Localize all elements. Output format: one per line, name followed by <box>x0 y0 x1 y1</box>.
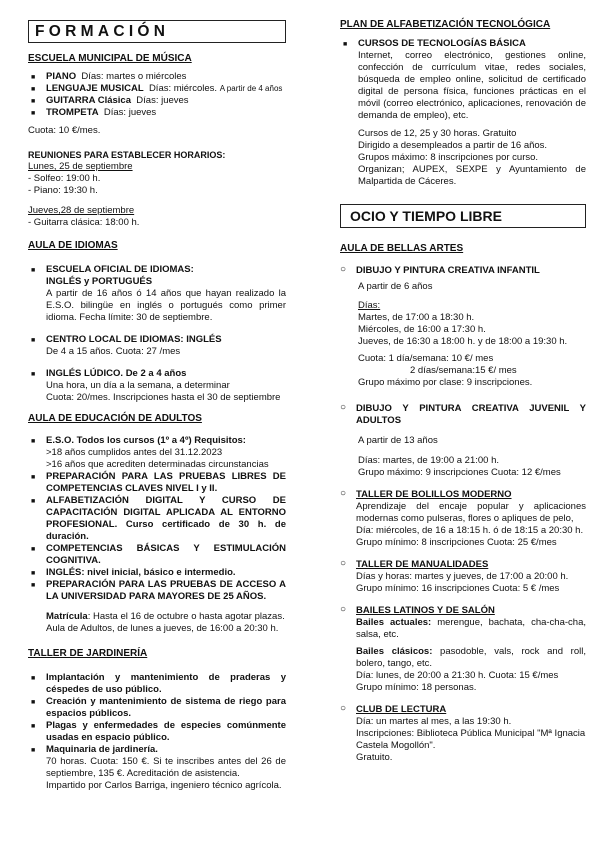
eso-item <box>28 435 286 471</box>
jueves-date: Jueves,28 de septiembre <box>28 205 135 216</box>
lectura-line: Gratuito. <box>356 752 393 763</box>
lectura <box>340 704 586 764</box>
left-column <box>28 0 286 792</box>
list-item: ■ GUITARRA Clásica Días: jueves <box>28 95 286 107</box>
bailes-actuales: Bailes actuales: merengue, bachata, cha-cha-cha, salsa, etc. <box>356 617 586 640</box>
dibujo-infantil-cuota1: Cuota: 1 día/semana: 10 €/ mes <box>358 353 494 364</box>
bailes-clasicos: Bailes clásicos: pasodoble, vals, rock and roll, bolero, tango, etc. <box>356 646 586 669</box>
eoi-item <box>28 264 286 324</box>
matricula-line2: Aula de Adultos, de lunes a jueves, de 16:00 a 20:30 h. <box>46 623 279 634</box>
right-column <box>340 0 586 764</box>
formacion-title: FORMACIÓN <box>28 20 286 43</box>
bolillos-title: ○ TALLER DE BOLILLOS MODERNO <box>356 489 512 500</box>
lectura-line: Día: un martes al mes, a las 19:30 h. <box>356 716 512 727</box>
bolillos <box>340 489 586 549</box>
lectura-title: ○ CLUB DE LECTURA <box>356 704 447 715</box>
dibujo-infantil-cuota2: 2 días/semana:15 €/ mes <box>410 365 517 376</box>
dibujo-juvenil-grupo: Grupo máximo: 9 inscripciones Cuota: 12 €/mes <box>358 467 561 478</box>
list-item: ■ PREPARACIÓN PARA LAS PRUEBAS LIBRES DE COMPETENCIAS CLAVES NIVEL I y II. <box>28 471 286 495</box>
ludico-line: Cuota: 20/mes. Inscripciones hasta el 30 de septiembre <box>46 392 281 403</box>
list-item: ■ COMPETENCIAS BÁSICAS Y ESTIMULACIÓN COGNITIVA. <box>28 543 286 567</box>
list-item: ■ Creación y mantenimiento de sistema de riego para espacios públicos. <box>28 696 286 720</box>
dibujo-juvenil-age: A partir de 13 años <box>358 435 438 446</box>
musica-heading: ESCUELA MUNICIPAL DE MÚSICA <box>28 53 192 64</box>
dibujo-infantil <box>340 265 586 277</box>
bailes-title: ○ BAILES LATINOS Y DE SALÓN <box>356 605 495 616</box>
cursos-line: Cursos de 12, 25 y 30 horas. Gratuito <box>358 128 517 139</box>
ludico-line: Una hora, un día a la semana, a determinar <box>46 380 230 391</box>
cursos-line: Dirigido a desempleados a partir de 16 años. <box>358 140 548 151</box>
list-item: ■ ALFABETIZACIÓN DIGITAL Y CURSO DE CAPACITACIÓN DIGITAL APLICADA AL ENTORNO PROFESIONAL. Curso certificado de 30 h. de duración. <box>28 495 286 543</box>
centro-text: De 4 a 15 años. Cuota: 27 /mes <box>46 346 181 357</box>
bailes <box>340 605 586 694</box>
cursos-line: Grupos máximo: 8 inscripciones por curso. <box>358 152 539 163</box>
lectura-line: Inscripciones: Biblioteca Pública Municipal "Mª Ignacia Castela Mogollón". <box>356 728 586 751</box>
eso-line: >16 años que acrediten determinadas circunstancias <box>46 459 269 470</box>
eoi-text: A partir de 16 años ó 14 años que hayan realizado la E.S.O. bilingüe en inglés o portugués como primer idioma. Fecha límite: 30 de septiembre. <box>46 288 286 323</box>
manualidades-grupo: Grupo mínimo: 16 inscripciones Cuota: 5 € /mes <box>356 583 560 594</box>
dibujo-infantil-dia: Martes, de 17:00 a 18:30 h. <box>358 312 475 323</box>
ludico-item <box>28 368 286 404</box>
list-item: ■ PIANO Días: martes o miércoles <box>28 71 286 83</box>
bailes-dia: Día: lunes, de 20:00 a 21:30 h. Cuota: 15 €/mes <box>356 670 559 681</box>
bolillos-grupo: Grupo mínimo: 8 inscripciones Cuota: 25 €/mes <box>356 537 557 548</box>
list-item: ■ TROMPETA Días: jueves <box>28 107 286 119</box>
dibujo-infantil-dias-label: Días: <box>358 300 381 311</box>
manualidades <box>340 559 586 595</box>
bailes-grupo: Grupo mínimo: 18 personas. <box>356 682 477 693</box>
ocio-title: OCIO Y TIEMPO LIBRE <box>340 204 586 228</box>
dibujo-infantil-title: ○ DIBUJO Y PINTURA CREATIVA INFANTIL <box>356 265 540 276</box>
manualidades-title: ○ TALLER DE MANUALIDADES <box>356 559 489 570</box>
list-item: ■ PREPARACIÓN PARA LAS PRUEBAS DE ACCESO A LA UNIVERSIDAD PARA MAYORES DE 25 AÑOS. <box>28 579 286 603</box>
list-item: ■ INGLÉS: nivel inicial, básico e intermedio. <box>28 567 286 579</box>
ludico-title: ■ INGLÉS LÚDICO. De 2 a 4 años <box>46 368 187 379</box>
eso-line: >18 años cumplidos antes del 31.12.2023 <box>46 447 223 458</box>
centro-title: ■ CENTRO LOCAL DE IDIOMAS: INGLÉS <box>46 334 222 345</box>
lunes-date: Lunes, 25 de septiembre <box>28 161 133 172</box>
manualidades-dias: Días y horas: martes y jueves, de 17:00 a 20:00 h. <box>356 571 569 582</box>
bolillos-dias: Día: miércoles, de 16 a 18:15 h. ó de 18:15 a 20:30 h. <box>356 525 584 536</box>
dibujo-juvenil <box>340 403 586 427</box>
list-item: ■ Maquinaria de jardinería. <box>28 744 286 756</box>
eoi-title: ■ ESCUELA OFICIAL DE IDIOMAS: <box>46 264 194 275</box>
list-item: ■ LENGUAJE MUSICAL Días: miércoles. A partir de 4 años <box>28 83 286 95</box>
bolillos-text: Aprendizaje del encaje popular y aplicaciones modernas como pulseras, flores o apliques de pelo, <box>356 501 586 524</box>
jardineria-heading: TALLER DE JARDINERÍA <box>28 648 148 659</box>
jueves-line: - Guitarra clásica: 18:00 h. <box>28 217 140 228</box>
idiomas-heading: AULA DE IDIOMAS <box>28 240 118 251</box>
musica-cuota: Cuota: 10 €/mes. <box>28 125 101 136</box>
cursos-title: ■ CURSOS DE TECNOLOGÍAS BÁSICA <box>358 38 526 49</box>
reuniones-heading: REUNIONES PARA ESTABLECER HORARIOS: <box>28 150 226 160</box>
adultos-heading: AULA DE EDUCACIÓN DE ADULTOS <box>28 413 202 424</box>
jardineria-price: 70 horas. Cuota: 150 €. Si te inscribes antes del 26 de septiembre, 135 €. Acreditación de asistencia. <box>46 756 286 779</box>
lunes-line: - Solfeo: 19:00 h. <box>28 173 101 184</box>
dibujo-infantil-dia: Jueves, de 16:30 a 18:00 h. y de 18:00 a 19:30 h. <box>358 336 568 347</box>
dibujo-infantil-dia: Miércoles, de 16:00 a 17:30 h. <box>358 324 486 335</box>
eso-title: ■ E.S.O. Todos los cursos (1º a 4º) Requisitos: <box>46 435 246 446</box>
centro-item <box>28 334 286 358</box>
dibujo-juvenil-dias: Días: martes, de 19:00 a 21:00 h. <box>358 455 500 466</box>
jardineria-impartido: Impartido por Carlos Barriga, ingeniero técnico agrícola. <box>46 780 282 791</box>
lunes-line: - Piano: 19:30 h. <box>28 185 98 196</box>
cursos-text: Internet, correo electrónico, gestiones online, confección de currículum vitae, redes sociales, búsqueda de empleo online, solicitud de certificado digital de persona física, funciones prácticas en el móvil (correo electrónico, aplicaciones, renovación de demanda de empleo), etc. <box>358 50 586 121</box>
list-item: ■ Implantación y mantenimiento de praderas y céspedes de uso público. <box>28 672 286 696</box>
dibujo-infantil-grupo: Grupo máximo por clase: 9 inscripciones. <box>358 377 533 388</box>
matricula-text: Matrícula: Hasta el 16 de octubre o hasta agotar plazas. <box>46 611 285 622</box>
organizan: Organizan; AUPEX, SEXPE y Ayuntamiento de Malpartida de Cáceres. <box>358 164 586 187</box>
dibujo-juvenil-title: ○ DIBUJO Y PINTURA CREATIVA JUVENIL Y ADULTOS <box>356 403 586 426</box>
plan-heading: PLAN DE ALFABETIZACIÓN TECNOLÓGICA <box>340 19 551 30</box>
cursos-item <box>340 38 586 188</box>
eoi-subtitle: INGLÉS y PORTUGUÉS <box>46 276 153 287</box>
bellas-heading: AULA DE BELLAS ARTES <box>340 243 464 254</box>
dibujo-infantil-age: A partir de 6 años <box>358 281 433 292</box>
list-item: ■ Plagas y enfermedades de especies comúnmente usadas en espacio público. <box>28 720 286 744</box>
musica-list <box>28 71 286 119</box>
